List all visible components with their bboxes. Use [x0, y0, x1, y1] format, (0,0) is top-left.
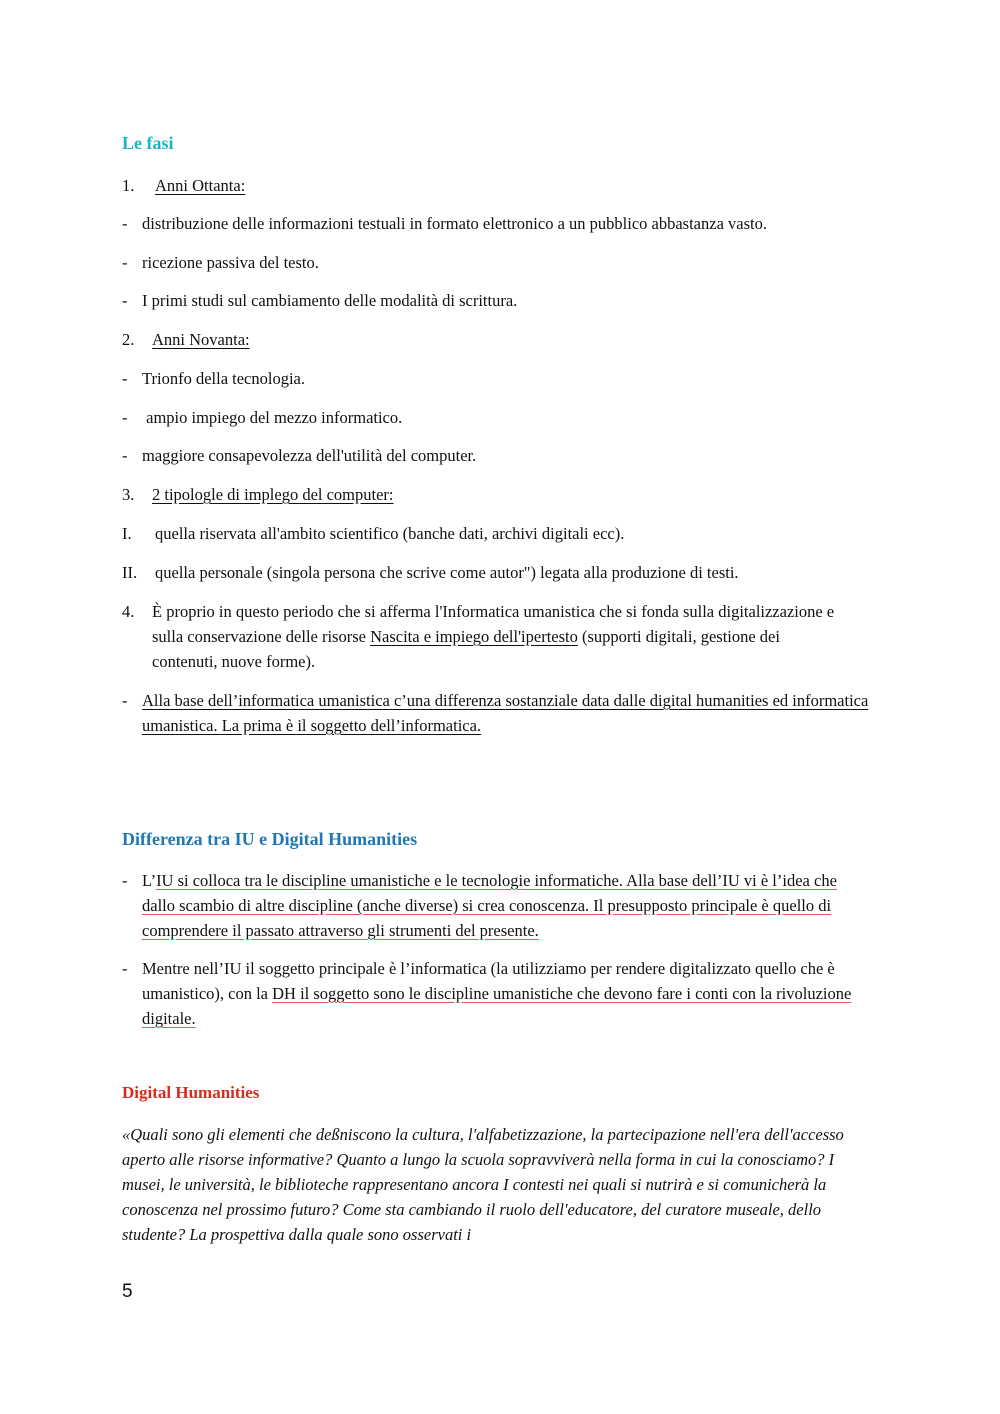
paragraph-text: Mentre nell’IU il soggetto principale è l’informatica (la utilizziamo per rendere digitalizzato quello che è umanistico), con la [142, 959, 835, 1003]
quote-paragraph: «Quali sono gli elementi che deßniscono la cultura, l'alfabetizzazione, la partecipazione nell'era dell'accesso aperto alle risorse informative? Quanto a lungo la scuola sopravviverà nella forma in cui la conosciamo? I musei, le università, le biblioteche rappresentano ancora I contesti nei quali si nutrirà e si comunicherà la conoscenza nel prossimo futuro? Come sta cambiando il ruolo dell'educatore, del curatore museale, dello studente? La prospettiva dalla quale sono osservati i [122, 1125, 844, 1244]
bullet-marker: - [122, 871, 128, 890]
list-item: ampio impiego del mezzo informatico. [142, 408, 403, 427]
list-item-paragraph [152, 599, 842, 674]
page-number: 5 [122, 1281, 133, 1302]
heading-le-fasi: Le fasi [122, 133, 174, 153]
list-item: ricezione passiva del testo. [142, 253, 319, 272]
list-item-title: 2 tipologle di implego del computer: [152, 485, 394, 504]
differenza-paragraph [142, 868, 867, 943]
bullet-marker: - [122, 253, 128, 272]
roman-number: II. [122, 563, 138, 582]
bullet-marker: - [122, 369, 128, 388]
list-number: 1. [122, 176, 135, 195]
roman-item: quella personale (singola persona che scrive come autor") legata alla produzione di testi. [155, 563, 739, 582]
paragraph-text: È proprio in questo periodo che si afferma l'Informatica umanistica che si fonda sulla digitalizzazione e sulla conservazione delle risorse [152, 602, 835, 646]
list-item: distribuzione delle informazioni testuali in formato elettronico a un pubblico abbastanza vasto. [142, 214, 767, 233]
list-item: maggiore consapevolezza dell'utilità del computer. [142, 446, 477, 465]
underlined-text: IU si colloca tra le discipline umanistiche e le tecnologie informatiche. Alla base dell’IU vi è l’idea che dallo scambio di altre discipline (anche diverse) si crea conoscenza. Il presupposto principale è quello di comprendere il passato attraverso gli strumenti del presente. [142, 871, 837, 940]
list-item-title: Anni Novanta: [152, 330, 250, 349]
bullet-marker: - [122, 291, 128, 310]
differenza-paragraph [142, 956, 887, 1031]
list-item: I primi studi sul cambiamento delle modalità di scrittura. [142, 291, 518, 310]
heading-digital-humanities: Digital Humanities [122, 1083, 260, 1102]
paragraph-text: (supporti digitali, gestione dei contenuti, nuove forme). [152, 627, 780, 671]
underlined-text: DH il soggetto sono le discipline umanistiche che devono fare i conti con la rivoluzione digitale. [142, 984, 852, 1028]
bullet-marker: - [122, 446, 128, 465]
list-item: Trionfo della tecnologia. [142, 369, 305, 388]
roman-number: I. [122, 524, 132, 543]
roman-item: quella riservata all'ambito scientifico (banche dati, archivi digitali ecc). [155, 524, 625, 543]
bullet-marker: - [122, 408, 128, 427]
bullet-marker: - [122, 214, 128, 233]
list-item: Alla base dell’informatica umanistica c’una differenza sostanziale data dalle digital humanities ed informatica umanistica. La prima è il soggetto dell’informatica. [142, 691, 869, 735]
list-number: 3. [122, 485, 135, 504]
list-number: 4. [122, 602, 135, 621]
paragraph-text: L’ [142, 871, 157, 890]
bullet-marker: - [122, 691, 128, 710]
heading-differenza: Differenza tra IU e Digital Humanities [122, 829, 418, 849]
list-item-title: Anni Ottanta: [155, 176, 246, 195]
underlined-text: Nascita e impiego dell'ipertesto [370, 627, 578, 646]
list-number: 2. [122, 330, 135, 349]
bullet-marker: - [122, 959, 128, 978]
